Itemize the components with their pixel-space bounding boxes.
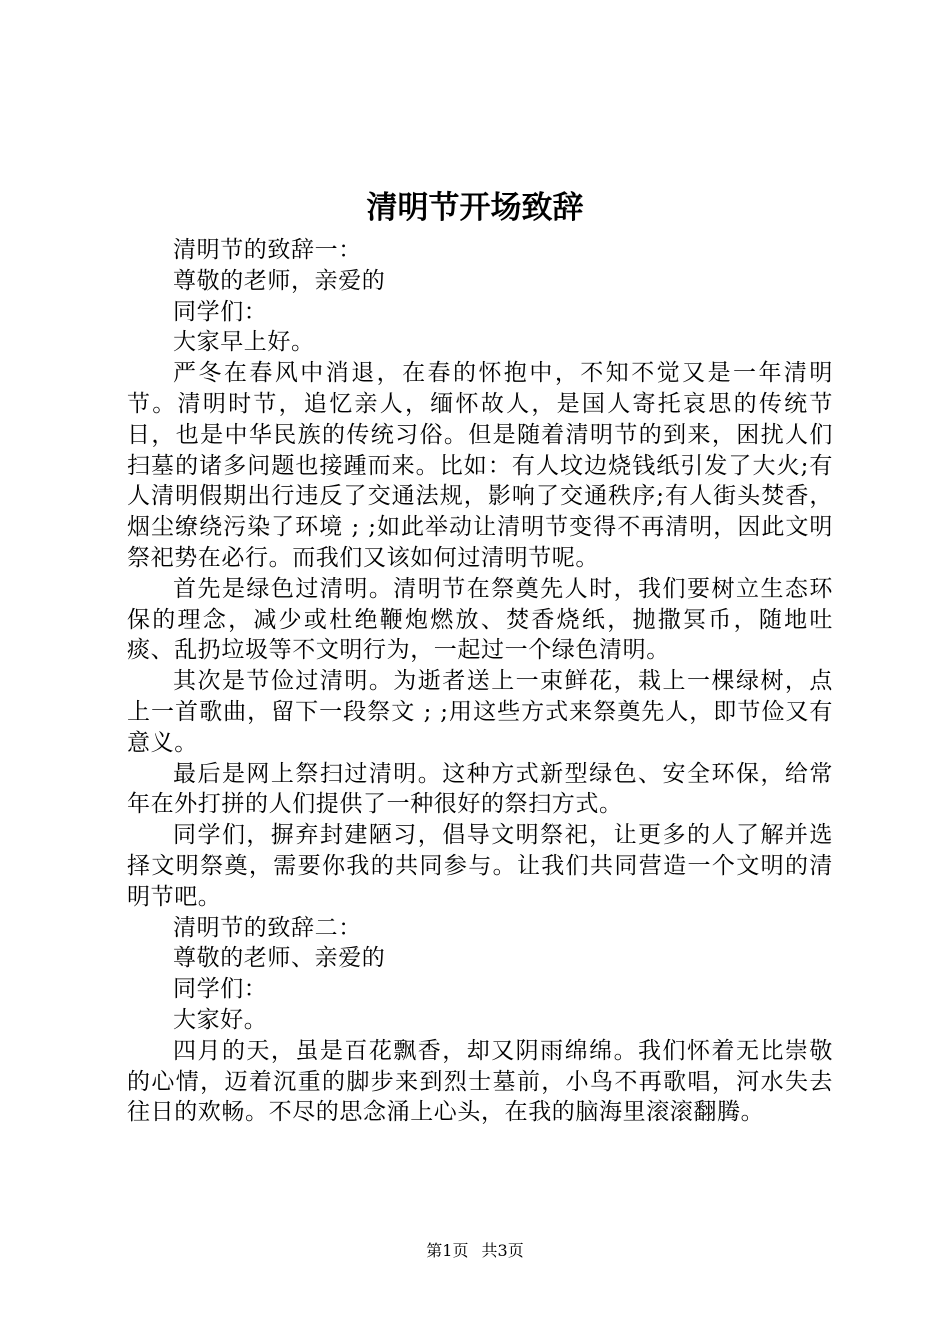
paragraph-body: 最后是网上祭扫过清明。这种方式新型绿色、安全环保，给常年在外打拼的人们提供了一种很好的祭扫方式。 — [127, 760, 833, 818]
paragraph-body: 同学们，摒弃封建陋习，倡导文明祭祀，让更多的人了解并选择文明祭奠，需要你我的共同参与。让我们共同营造一个文明的清明节吧。 — [127, 822, 833, 910]
document-title: 清明节开场致辞 — [366, 190, 584, 226]
paragraph-heading-2: 清明节的致辞二： — [173, 914, 362, 941]
page-number: 第1页 — [426, 1241, 469, 1260]
paragraph-greeting-1: 大家早上好。 — [173, 329, 315, 356]
document-body — [127, 235, 833, 1128]
page-total: 共3页 — [481, 1241, 524, 1260]
paragraph-body: 首先是绿色过清明。清明节在祭奠先人时，我们要树立生态环保的理念，减少或杜绝鞭炮燃放、焚香烧纸，抛撒冥币，随地吐痰、乱扔垃圾等不文明行为，一起过一个绿色清明。 — [127, 575, 833, 664]
paragraph-heading-1: 清明节的致辞一： — [173, 237, 362, 263]
paragraph-salutation-1b: 同学们： — [173, 298, 268, 325]
page-footer — [0, 1240, 950, 1262]
paragraph-salutation-1: 尊敬的老师，亲爱的 — [173, 267, 386, 294]
paragraph-salutation-2: 尊敬的老师、亲爱的 — [173, 945, 386, 972]
paragraph-salutation-2b: 同学们： — [173, 976, 268, 1003]
paragraph-body: 严冬在春风中消退，在春的怀抱中，不知不觉又是一年清明节。清明时节，追忆亲人，缅怀故人，是国人寄托哀思的传统节日，也是中华民族的传统习俗。但是随着清明节的到来，困扰人们扫墓的诸多问题也接踵而来。比如：有人坟边烧钱纸引发了大火;有人清明假期出行违反了交通法规，影响了交通秩序;有人街头焚香，烟尘缭绕污染了环境 ; ;如此举动让清明节变得不再清明，因此文明祭祀势在必行。而我们又该如何过清明节呢。 — [127, 360, 833, 571]
paragraph-body: 四月的天，虽是百花飘香，却又阴雨绵绵。我们怀着无比崇敬的心情，迈着沉重的脚步来到烈士墓前，小鸟不再歌唱，河水失去往日的欢畅。不尽的思念涌上心头，在我的脑海里滚滚翻腾。 — [127, 1037, 833, 1126]
paragraph-greeting-2: 大家好。 — [173, 1006, 268, 1033]
paragraph-body: 其次是节俭过清明。为逝者送上一束鲜花，栽上一棵绿树，点上一首歌曲，留下一段祭文 ; ;用这些方式来祭奠先人，即节俭又有意义。 — [127, 668, 833, 756]
